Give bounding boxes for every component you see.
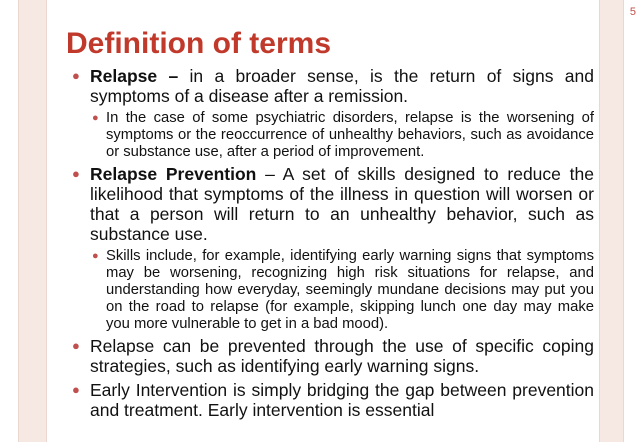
bullet-text: Early Intervention is simply bridging the gap between prevention and treatment. Early intervention is essential	[90, 380, 594, 420]
bullet-text: In the case of some psychiatric disorders, relapse is the worsening of symptoms or the reoccurrence of unhealthy behaviors, such as avoidance or substance use, after a period of improvement.	[106, 110, 594, 160]
term-relapse-prevention: Relapse Prevention	[90, 164, 257, 184]
bullet-relapse	[66, 66, 594, 106]
slide-content	[66, 66, 594, 442]
bullet-dot-icon: ●	[72, 338, 80, 353]
left-decorative-bar	[18, 0, 46, 442]
sub-bullet-skills	[66, 248, 594, 333]
bullet-early-intervention	[66, 380, 594, 420]
bullet-text: Skills include, for example, identifying early warning signs that symptoms may be worsening, recognizing high risk situations for relapse, and understanding how everyday, seemingly mundane decisions may put you on the road to relapse (for example, skipping lunch one day may make you more vulnerable to get in a bad mood).	[106, 248, 594, 332]
frame-line	[623, 0, 624, 442]
bullet-dot-icon: ●	[92, 250, 99, 262]
bullet-dot-icon: ●	[72, 382, 80, 397]
bullet-coping-strategies	[66, 336, 594, 376]
right-decorative-bar	[600, 0, 624, 442]
frame-line	[599, 0, 600, 442]
bullet-text: Relapse can be prevented through the use of specific coping strategies, such as identifying early warning signs.	[90, 336, 594, 376]
frame-line	[18, 0, 19, 442]
bullet-text: in a broader sense, is the return of signs and symptoms of a disease after a remission.	[90, 66, 594, 106]
bullet-relapse-prevention	[66, 164, 594, 244]
bullet-text: – A set of skills designed to reduce the likelihood that symptoms of the illness in question will worsen or that a person will return to an unhealthy behavior, such as substance use.	[90, 164, 594, 244]
bullet-dot-icon: ●	[72, 166, 80, 181]
slide-title: Definition of terms	[66, 27, 332, 60]
sub-bullet-psychiatric	[66, 110, 594, 161]
term-relapse: Relapse –	[90, 66, 179, 86]
bullet-dot-icon: ●	[72, 68, 80, 83]
slide-number: 5	[629, 6, 636, 18]
bullet-dot-icon: ●	[92, 112, 99, 124]
frame-line	[46, 0, 47, 442]
